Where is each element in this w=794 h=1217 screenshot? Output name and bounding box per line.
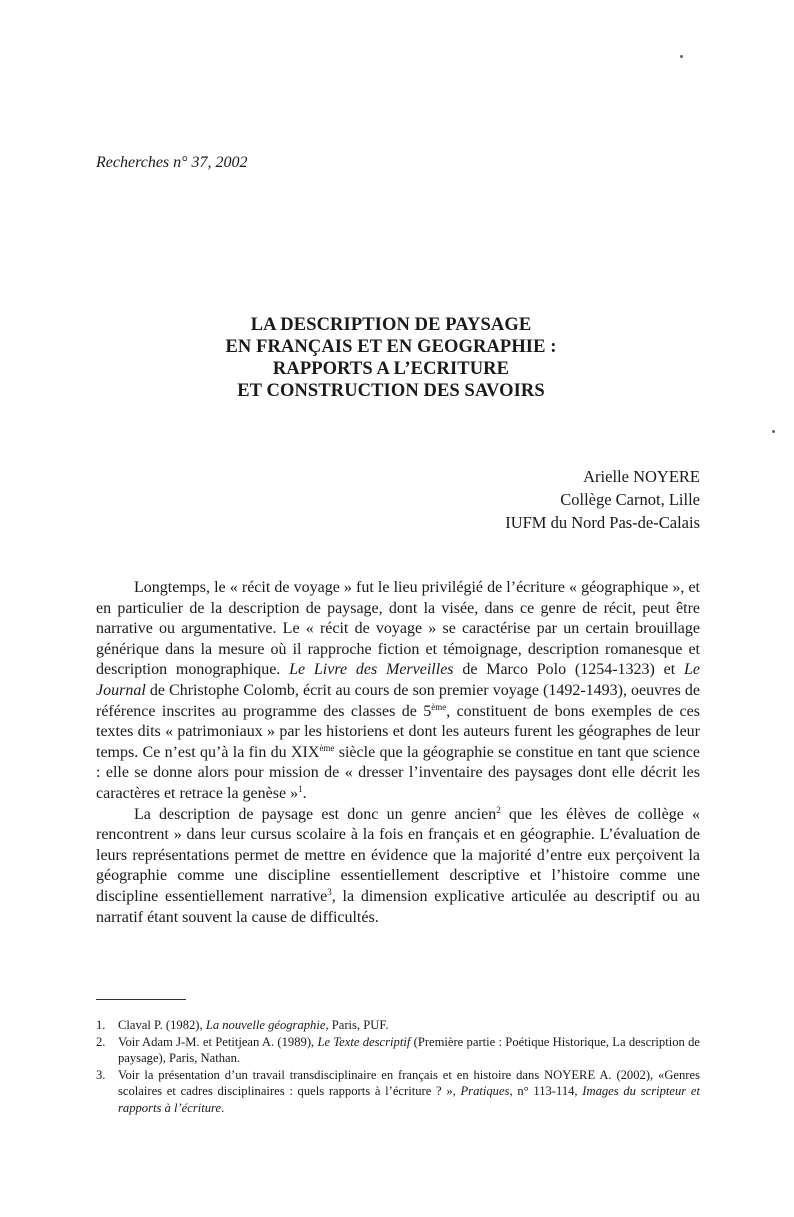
footnotes	[96, 1017, 700, 1116]
scan-speck	[772, 430, 775, 433]
title-line: RAPPORTS A L’ECRITURE	[272, 359, 510, 379]
italic-title: Pratiques	[460, 1084, 510, 1098]
superscript: ème	[319, 742, 335, 753]
text-run: Voir Adam J-M. et Petitjean A. (1989),	[118, 1034, 318, 1049]
author-name: Arielle NOYERE	[583, 467, 700, 486]
text-run: .	[302, 784, 307, 802]
text-run: , Paris, PUF.	[325, 1018, 389, 1032]
text-run: siècle que la géographie se constitue en tant que science : elle se donne alors pour mission de « dresser l’inventaire des paysages dont elle décrit les caractères et retrace la genèse »	[96, 743, 701, 802]
paragraph-2	[96, 805, 700, 929]
italic-title: Le Livre des Merveilles	[289, 661, 454, 679]
italic-title: Le Texte descriptif	[317, 1034, 411, 1049]
text-run: , la dimension explicative articulée au descriptif ou au narratif étant souvent la cause de difficultés.	[96, 887, 701, 926]
text-run: Longtemps, le « récit de voyage » fut le lieu privilégié de l’écriture « géographique », et en particulier de la description de paysage, dont la visée, dans ce genre de récit, peut être narrative ou argumentative. Le « récit de voyage » se caractérise par un certain brouillage générique dans la mesure où il rapproche fiction et témoignage, description romanesque et description monographique.	[96, 579, 700, 679]
text-run: que les élèves de collège « rencontrent » dans leur cursus scolaire à la fois en français et en géographie. L’évaluation de leurs représentations permet de mettre en évidence que la majorité d’entre eux perçoivent la géographie comme une discipline essentiellement descriptive et l’histoire comme une discipline essentiellement narrative	[96, 805, 700, 905]
text-run: , n° 113-114,	[509, 1084, 583, 1098]
text-run: de Christophe Colomb, écrit au cours de son premier voyage (1492-1493), oeuvres de référence inscrites au programme des classes de 5	[96, 681, 700, 720]
footnote-text	[118, 1067, 700, 1117]
title-line: LA DESCRIPTION DE PAYSAGE	[250, 315, 532, 335]
title-line: EN FRANÇAIS ET EN GEOGRAPHIE :	[225, 337, 557, 357]
text-run: (Première partie : Poétique Historique, La description de paysage), Paris, Nathan.	[118, 1034, 700, 1065]
paragraph-1	[96, 578, 700, 805]
text-run: Voir la présentation d’un travail transdisciplinaire en français et en histoire dans NOYERE A. (2002), «Genres scolaires et cadres disciplinaires : quels rapports à l’écriture ? »,	[118, 1067, 700, 1098]
footnote-item	[96, 1017, 700, 1034]
author-affiliation: IUFM du Nord Pas-de-Calais	[505, 513, 700, 532]
article-title	[96, 314, 686, 402]
superscript: ème	[431, 701, 447, 712]
italic-title: La nouvelle géographie	[205, 1018, 326, 1032]
italic-title: Le Journal	[96, 661, 701, 699]
article-body	[96, 578, 700, 928]
footnote-text	[118, 1017, 700, 1034]
footnote-item	[96, 1034, 700, 1067]
italic-title: Images du scripteur et rapports à l’écriture	[118, 1084, 700, 1115]
footnote-number: 3.	[96, 1067, 106, 1082]
footnote-ref[interactable]: 2	[496, 804, 501, 815]
text-run: de Marco Polo (1254-1323) et	[453, 661, 685, 679]
author-block	[505, 465, 700, 534]
text-run: .	[221, 1100, 225, 1115]
author-affiliation: Collège Carnot, Lille	[560, 490, 700, 509]
text-run: Claval P. (1982),	[118, 1018, 206, 1032]
journal-header: Recherches n° 37, 2002	[96, 154, 248, 171]
footnote-text	[118, 1034, 700, 1067]
footnote-ref[interactable]: 1	[298, 783, 303, 794]
footnote-number: 2.	[96, 1034, 106, 1049]
text-run: La description de paysage est donc un genre ancien	[134, 805, 497, 823]
footnote-number: 1.	[96, 1018, 106, 1032]
footnote-item	[96, 1067, 700, 1117]
text-run: , constituent de bons exemples de ces textes dits « patrimoniaux » par les historiens et dont les auteurs furent les géographes de leur temps. Ce n’est qu’à la fin du XIX	[96, 702, 700, 761]
scan-speck	[680, 55, 683, 58]
footnote-ref[interactable]: 3	[327, 886, 332, 897]
footnote-divider	[96, 999, 186, 1000]
title-line: ET CONSTRUCTION DES SAVOIRS	[237, 381, 545, 401]
